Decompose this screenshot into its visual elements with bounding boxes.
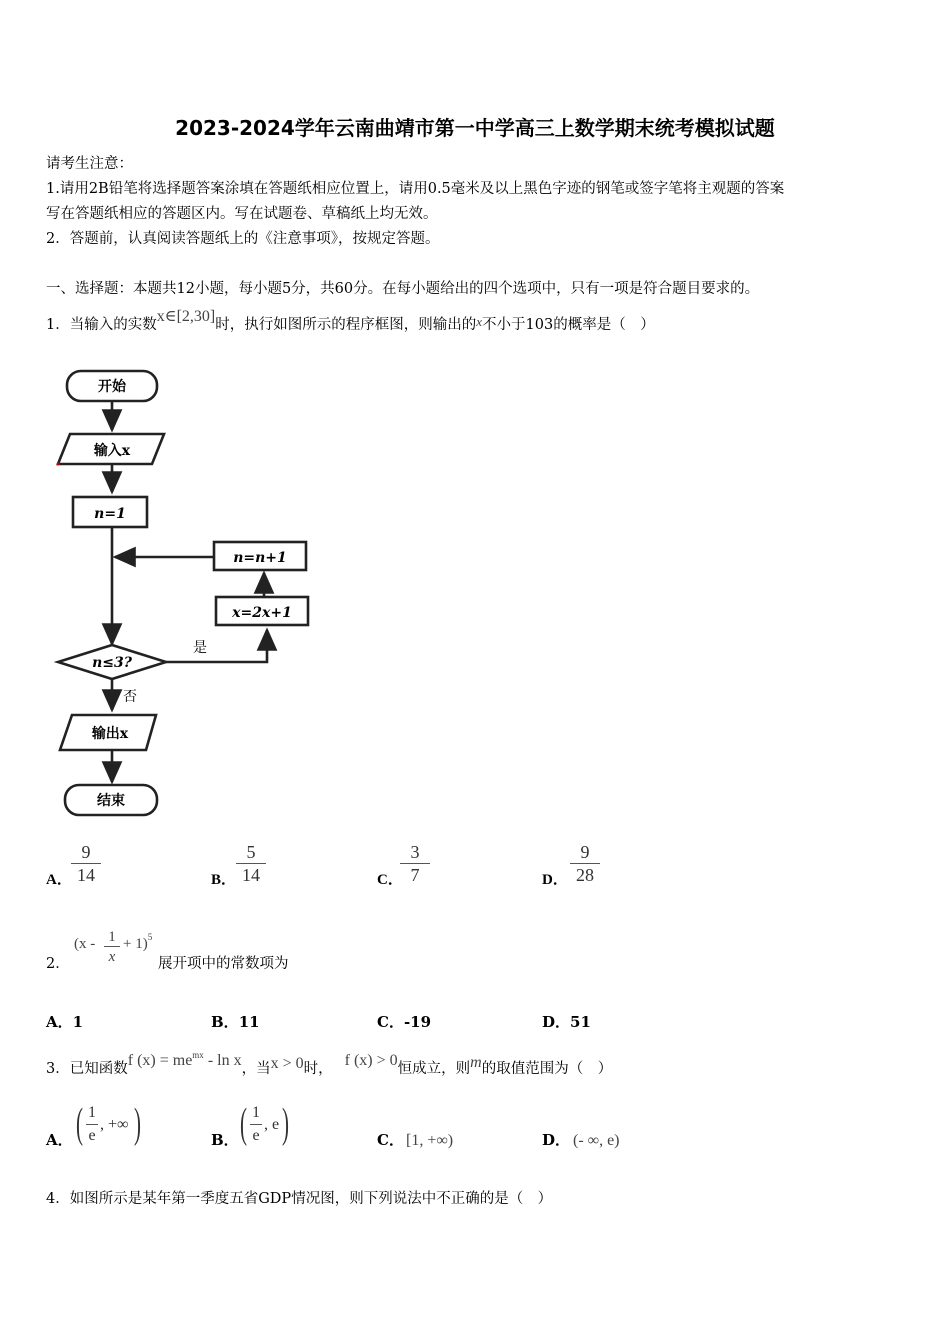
flow-start-label: 开始 bbox=[98, 379, 126, 395]
q1-option-b[interactable] bbox=[211, 868, 236, 889]
option-label: B． bbox=[211, 872, 237, 888]
q3-function bbox=[128, 1052, 242, 1069]
numerator: 9 bbox=[570, 842, 600, 864]
func-exponent: mx bbox=[192, 1050, 204, 1060]
q3-option-b[interactable] bbox=[211, 1129, 239, 1150]
question-3 bbox=[46, 1050, 613, 1078]
q3-option-a[interactable] bbox=[46, 1129, 73, 1150]
q2-expr-right bbox=[123, 932, 153, 953]
notice-line-3: 2．答题前，认真阅读答题纸上的《注意事项》，按规定答题。 bbox=[46, 231, 440, 247]
denominator: 28 bbox=[576, 865, 594, 885]
numerator: 3 bbox=[400, 842, 430, 864]
question-1 bbox=[46, 308, 655, 334]
q1-suffix: 不小于103的概率是（ ） bbox=[482, 317, 655, 333]
flow-update-label: x=2x+1 bbox=[232, 605, 292, 621]
flow-input-label: 输入x bbox=[93, 443, 131, 459]
q1-option-c-value bbox=[400, 842, 430, 886]
q3-option-c-value: [1, +∞) bbox=[406, 1132, 454, 1149]
option-label: A． bbox=[46, 872, 72, 888]
q3-condition: x > 0 bbox=[270, 1055, 304, 1072]
func-tail: - ln x bbox=[203, 1052, 242, 1069]
flowchart bbox=[40, 360, 340, 830]
func-text: f (x) = me bbox=[127, 1052, 193, 1069]
q1-condition: x∈[2,30] bbox=[156, 308, 216, 325]
q2-option-b[interactable] bbox=[211, 1011, 260, 1032]
q1-option-c[interactable] bbox=[377, 868, 403, 889]
option-label: A． bbox=[46, 1131, 73, 1149]
q3-suffix1: 恒成立，则 bbox=[397, 1061, 471, 1077]
numerator: 1 bbox=[104, 928, 120, 947]
q2-option-a[interactable] bbox=[46, 1011, 83, 1032]
page-title: 2023-2024学年云南曲靖市第一中学高三上数学期末统考模拟试题 bbox=[175, 116, 775, 140]
denominator: x bbox=[108, 949, 116, 965]
option-value: 1 bbox=[72, 1013, 84, 1031]
q1-option-a-value bbox=[71, 842, 101, 886]
exponent: 5 bbox=[147, 932, 153, 942]
q3-option-c[interactable] bbox=[377, 1129, 404, 1150]
q3-when: 时， bbox=[303, 1061, 333, 1077]
q3-prefix: 3．已知函数 bbox=[46, 1061, 128, 1077]
flow-no-label: 否 bbox=[123, 689, 137, 705]
numerator: 1 bbox=[250, 1102, 262, 1125]
q2-option-c[interactable] bbox=[377, 1011, 431, 1032]
denominator: 14 bbox=[77, 865, 95, 885]
q2-option-d[interactable] bbox=[542, 1011, 591, 1032]
numerator: 1 bbox=[86, 1102, 98, 1125]
expr-left-text: (x - bbox=[74, 936, 96, 952]
denominator: e bbox=[252, 1127, 260, 1144]
flow-increment-label: n=n+1 bbox=[233, 550, 287, 566]
q1-mid: 时，执行如图所示的程序框图，则输出的 bbox=[215, 317, 477, 333]
option-value: -19 bbox=[403, 1013, 432, 1031]
numerator: 5 bbox=[236, 842, 266, 864]
option-label: D． bbox=[542, 872, 568, 888]
option-label: A． bbox=[46, 1013, 73, 1031]
q1-option-b-value bbox=[236, 842, 266, 886]
expr-right-text: + 1) bbox=[123, 936, 148, 952]
denominator: 7 bbox=[410, 865, 420, 885]
option-label: D． bbox=[542, 1131, 571, 1149]
q2-expr-left bbox=[74, 936, 95, 953]
q3-option-d[interactable] bbox=[542, 1129, 570, 1150]
q1-var: x bbox=[476, 314, 483, 329]
q1-option-d[interactable] bbox=[542, 868, 568, 889]
q2-suffix: 展开项中的常数项为 bbox=[158, 956, 289, 972]
section-heading: 一、选择题：本题共12小题，每小题5分，共60分。在每小题给出的四个选项中，只有一项是符合题目要求的。 bbox=[46, 281, 760, 297]
option-value: 51 bbox=[570, 1013, 591, 1031]
notice-line-2: 写在答题纸相应的答题区内。写在试题卷、草稿纸上均无效。 bbox=[46, 206, 438, 222]
q2-prefix: 2． bbox=[46, 956, 70, 972]
notice-heading: 请考生注意： bbox=[46, 156, 133, 172]
option-value: 11 bbox=[238, 1013, 260, 1031]
option-label: C． bbox=[377, 872, 403, 888]
option-label: C． bbox=[377, 1013, 404, 1031]
flow-yes-label: 是 bbox=[193, 640, 207, 656]
q1-option-a[interactable] bbox=[46, 868, 72, 889]
q1-option-d-value bbox=[570, 842, 600, 886]
q3-var: m bbox=[470, 1054, 482, 1071]
flow-init-label: n=1 bbox=[94, 506, 126, 522]
denominator: 14 bbox=[242, 865, 260, 885]
q3-suffix2: 的取值范围为（ ） bbox=[481, 1061, 613, 1077]
q3-option-d-value: (- ∞, e) bbox=[573, 1132, 620, 1149]
option-label: B． bbox=[211, 1013, 239, 1031]
flow-output-label: 输出x bbox=[91, 726, 129, 742]
q2-fraction bbox=[104, 928, 120, 967]
interval-tail: , +∞ bbox=[100, 1116, 129, 1133]
interval-tail: , e bbox=[264, 1116, 280, 1133]
notice-line-1: 1.请用2B铅笔将选择题答案涂填在答题纸相应位置上，请用0.5毫米及以上黑色字迹的钢笔或签字笔将主观题的答案 bbox=[46, 181, 785, 197]
q1-prefix: 1．当输入的实数 bbox=[46, 317, 157, 333]
option-label: D． bbox=[542, 1013, 571, 1031]
option-label: C． bbox=[377, 1131, 404, 1149]
question-4: 4．如图所示是某年第一季度五省GDP情况图，则下列说法中不正确的是（ ） bbox=[46, 1191, 553, 1207]
flow-condition-label: n≤3? bbox=[92, 655, 132, 671]
numerator: 9 bbox=[71, 842, 101, 864]
flow-end-label: 结束 bbox=[97, 793, 125, 809]
q3-comma: ，当 bbox=[241, 1061, 271, 1077]
denominator: e bbox=[88, 1127, 96, 1144]
option-label: B． bbox=[211, 1131, 239, 1149]
q3-inequality: f (x) > 0 bbox=[344, 1052, 398, 1069]
